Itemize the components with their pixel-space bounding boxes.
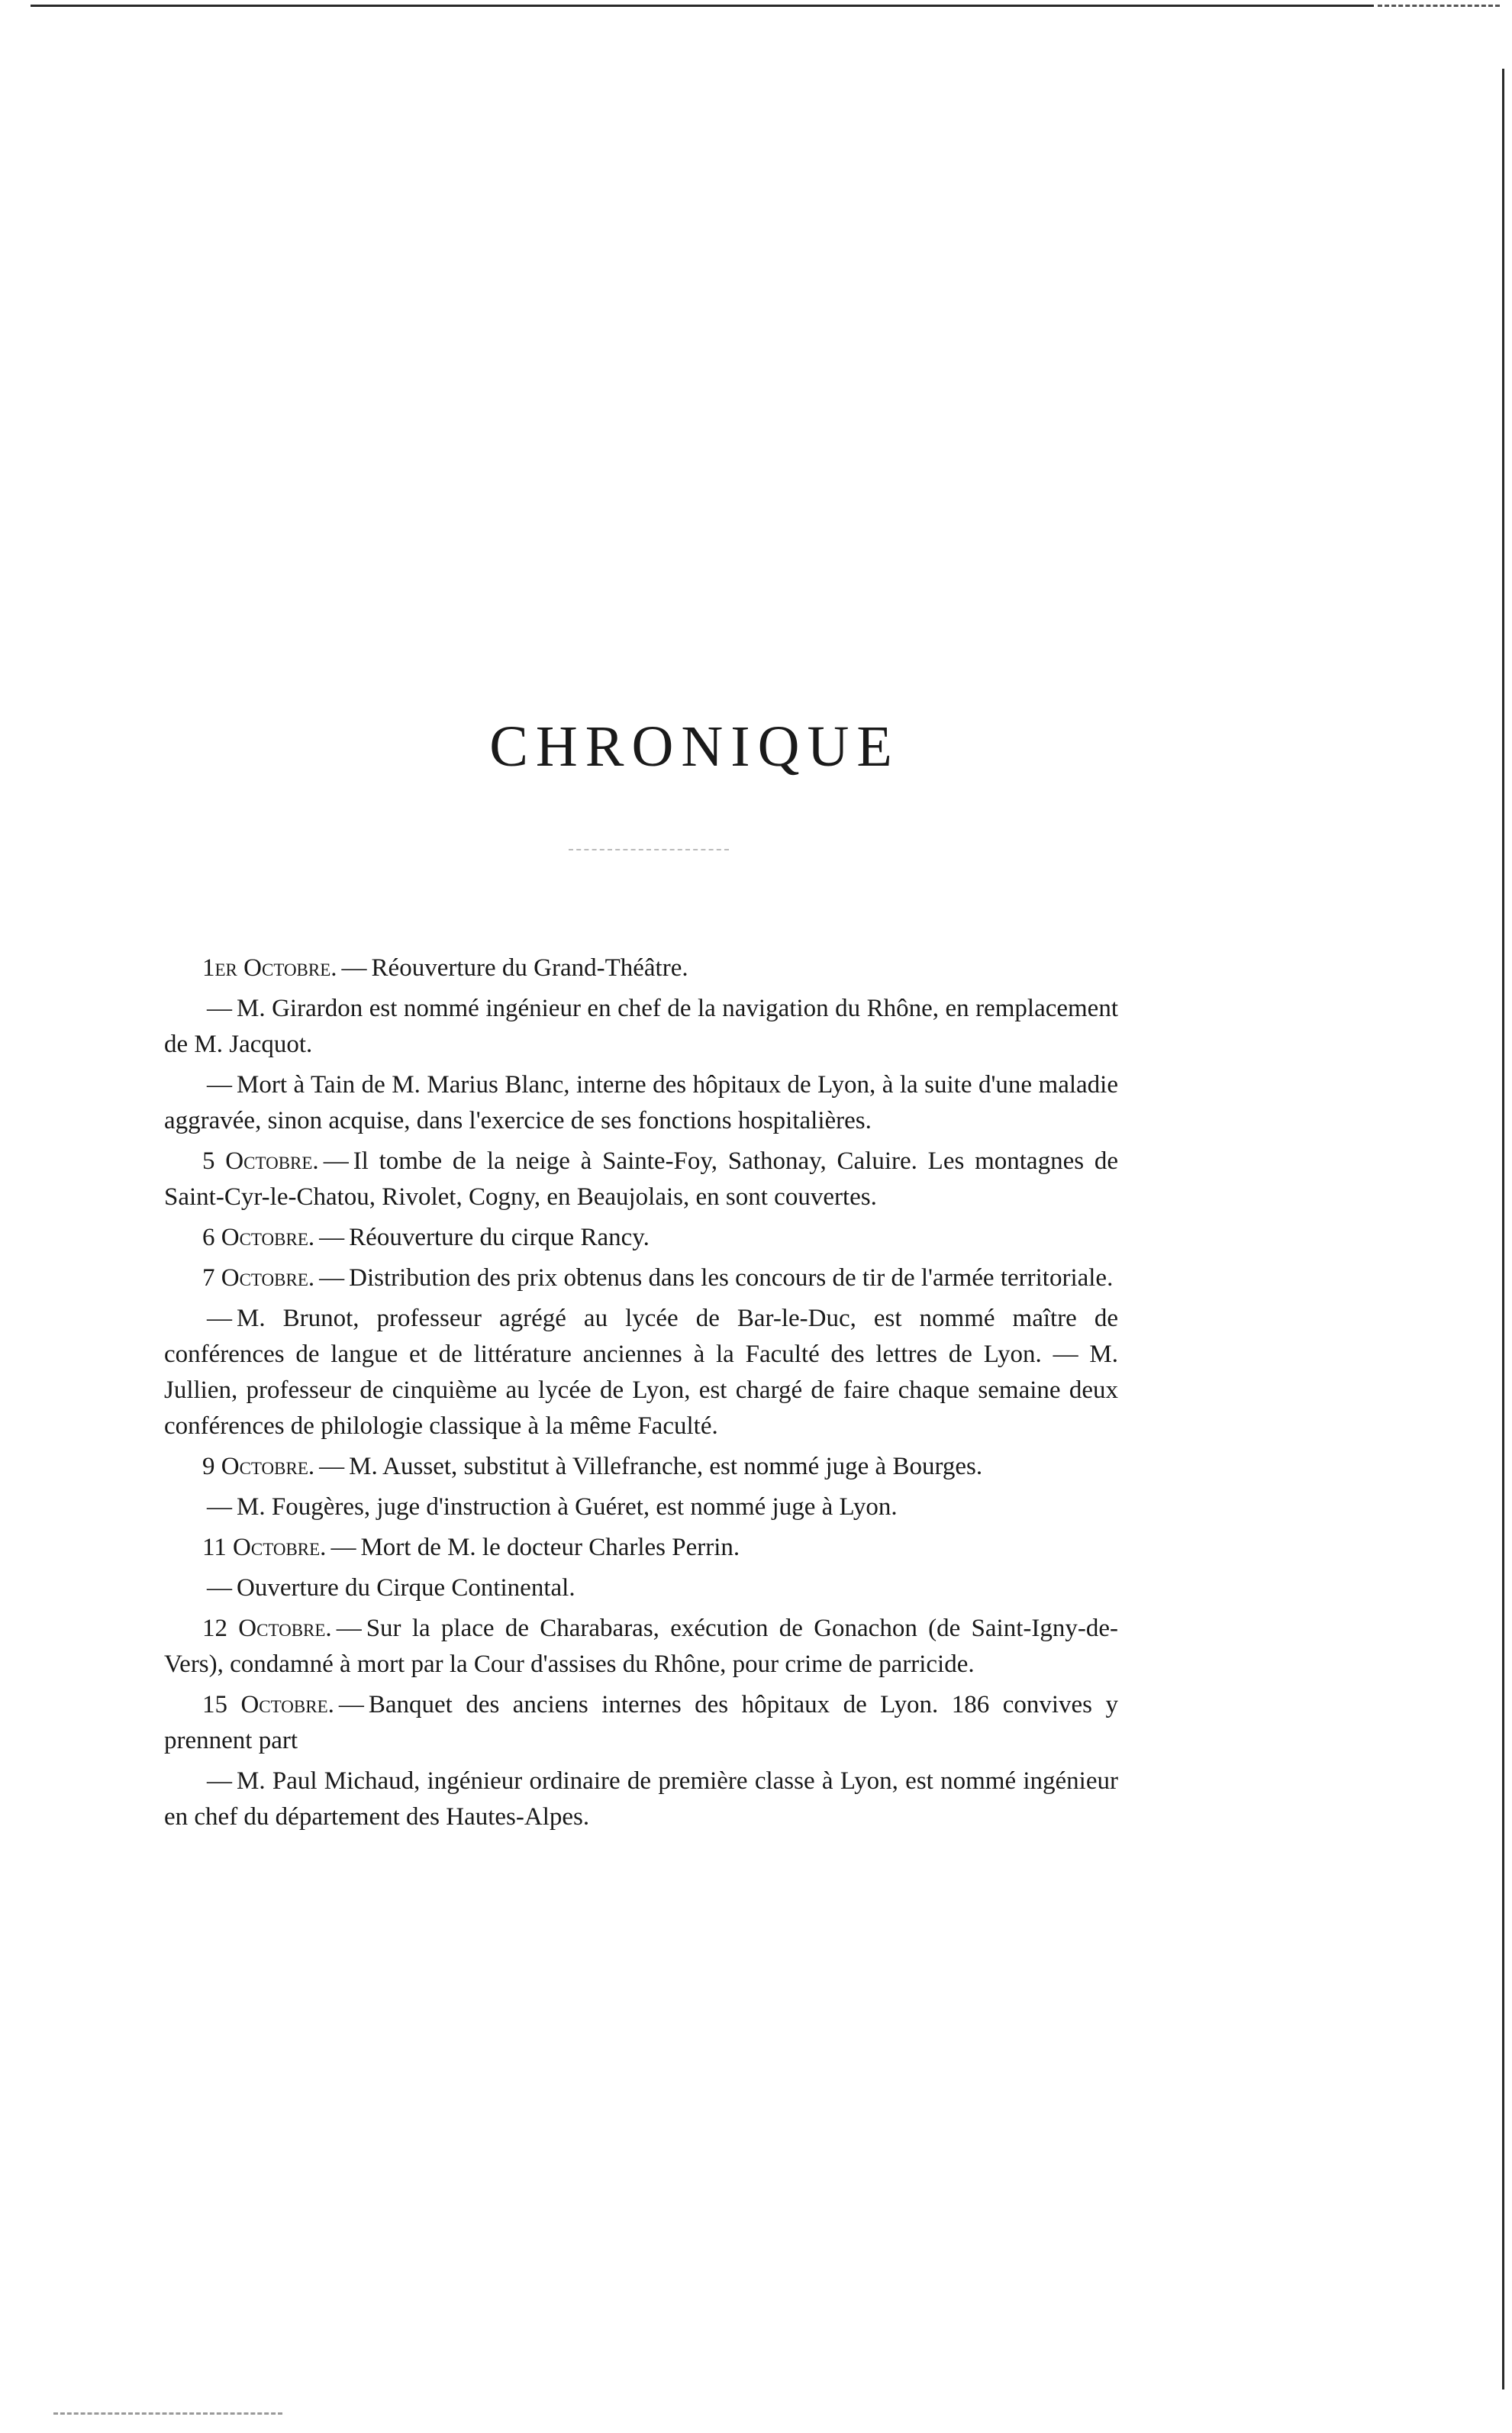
top-border-dashes — [1378, 5, 1500, 7]
chronicle-entry — [164, 950, 1118, 986]
chronicle-entry — [164, 1301, 1118, 1444]
title-divider — [569, 849, 729, 850]
entry-dash: — — [336, 1615, 362, 1642]
entry-text: Mort à Tain de M. Marius Blanc, interne des hôpitaux de Lyon, à la suite d'une maladie aggravée, sinon acquise, dans l'exercice de ses fonctions hospitalières. — [164, 1071, 1118, 1134]
page-edge-rule — [1502, 69, 1504, 2389]
chronicle-entry — [164, 1530, 1118, 1566]
entry-text: Il tombe de la neige à Sainte-Foy, Sathonay, Caluire. Les montagnes de Saint-Cyr-le-Chatou, Rivolet, Cogny, en Beaujolais, en sont couvertes. — [164, 1147, 1118, 1211]
entry-date: 12 Octobre. — [202, 1615, 332, 1642]
entry-dash: — — [341, 954, 367, 982]
entry-dash: — — [207, 1767, 232, 1795]
entry-text: Distribution des prix obtenus dans les concours de tir de l'armée territoriale. — [349, 1264, 1114, 1292]
entry-dash: — — [319, 1264, 345, 1292]
chronicle-entry — [164, 1220, 1118, 1256]
entry-date: 5 Octobre. — [202, 1147, 319, 1175]
entry-dash: — — [207, 1305, 232, 1332]
chronicle-entry — [164, 1449, 1118, 1485]
entry-text: Réouverture du cirque Rancy. — [349, 1224, 650, 1251]
entry-text: M. Paul Michaud, ingénieur ordinaire de première classe à Lyon, est nommé ingénieur en chef du département des Hautes-Alpes. — [164, 1767, 1118, 1831]
entry-dash: — — [207, 995, 232, 1022]
entry-dash: — — [207, 1071, 232, 1099]
chronicle-entries — [164, 950, 1118, 1840]
entry-date: 7 Octobre. — [202, 1264, 315, 1292]
entry-dash: — — [207, 1493, 232, 1521]
entry-dash: — — [319, 1224, 345, 1251]
chronicle-entry — [164, 1144, 1118, 1215]
entry-date: 15 Octobre. — [202, 1691, 334, 1718]
entry-text: M. Ausset, substitut à Villefranche, est nommé juge à Bourges. — [349, 1453, 983, 1480]
entry-dash: — — [338, 1691, 364, 1718]
entry-text: M. Girardon est nommé ingénieur en chef de la navigation du Rhône, en remplacement de M. Jacquot. — [164, 995, 1118, 1058]
chronicle-entry — [164, 1611, 1118, 1683]
entry-date: 6 Octobre. — [202, 1224, 315, 1251]
bottom-dashes — [53, 2412, 282, 2415]
top-border-rule — [31, 5, 1374, 7]
entry-dash: — — [323, 1147, 349, 1175]
chronicle-entry — [164, 1489, 1118, 1525]
chronicle-entry — [164, 1260, 1118, 1296]
entry-text: M. Brunot, professeur agrégé au lycée de Bar-le-Duc, est nommé maître de conférences de langue et de littérature anciennes à la Faculté des lettres de Lyon. — M. Jullien, professeur de cinquième au lycée de Lyon, est chargé de faire chaque semaine deux conférences de philologie classique à la même Faculté. — [164, 1305, 1118, 1440]
entry-text: Banquet des anciens internes des hôpitaux de Lyon. 186 convives y prennent part — [164, 1691, 1118, 1754]
entry-date: 1er Octobre. — [202, 954, 337, 982]
entry-date: 9 Octobre. — [202, 1453, 315, 1480]
chronicle-entry — [164, 1763, 1118, 1835]
entry-dash: — — [330, 1534, 356, 1561]
entry-dash: — — [207, 1574, 232, 1602]
chronicle-entry — [164, 1067, 1118, 1139]
chronicle-entry — [164, 1687, 1118, 1759]
entry-dash: — — [319, 1453, 345, 1480]
entry-text: M. Fougères, juge d'instruction à Guéret, est nommé juge à Lyon. — [237, 1493, 898, 1521]
page-title: CHRONIQUE — [489, 715, 900, 779]
entry-text: Sur la place de Charabaras, exécution de Gonachon (de Saint-Igny-de-Vers), condamné à mort par la Cour d'assises du Rhône, pour crime de parricide. — [164, 1615, 1118, 1678]
entry-date: 11 Octobre. — [202, 1534, 327, 1561]
entry-text: Ouverture du Cirque Continental. — [237, 1574, 575, 1602]
chronicle-entry — [164, 1570, 1118, 1606]
chronicle-entry — [164, 991, 1118, 1063]
entry-text: Réouverture du Grand-Théâtre. — [371, 954, 688, 982]
entry-text: Mort de M. le docteur Charles Perrin. — [360, 1534, 740, 1561]
